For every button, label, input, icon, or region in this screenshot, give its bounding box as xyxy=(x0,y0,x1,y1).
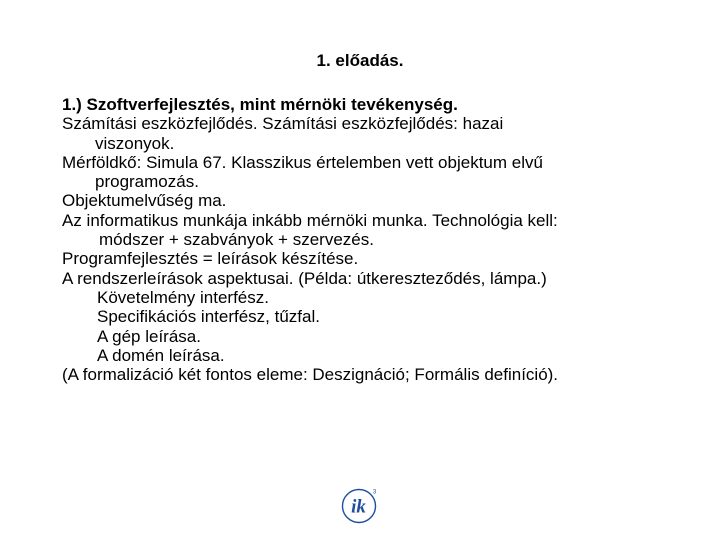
content-line: A rendszerleírások aspektusai. (Példa: útkereszteződés, lámpa.) xyxy=(62,268,547,288)
slide-title: 1. előadás. xyxy=(316,51,404,70)
section-heading: 1.) Szoftverfejlesztés, mint mérnöki tevékenység. xyxy=(62,95,458,114)
logo-superscript: 3 xyxy=(372,489,377,496)
content-line: Mérföldkő: Simula 67. Klasszikus értelemben vett objektum elvű xyxy=(62,152,543,172)
content-line: Követelmény interfész. xyxy=(97,287,269,307)
logo-text: ik xyxy=(351,496,366,518)
content-line: A domén leírása. xyxy=(97,345,225,365)
ik-logo-icon xyxy=(339,484,381,526)
slide-content xyxy=(62,95,672,384)
content-line: viszonyok. xyxy=(95,133,175,153)
content-line: (A formalizáció két fontos eleme: Deszignáció; Formális definíció). xyxy=(62,365,559,385)
content-line: Számítási eszközfejlődés. Számítási eszközfejlődés: hazai xyxy=(62,114,504,134)
content-line: Az informatikus munkája inkább mérnöki munka. Technológia kell: xyxy=(62,210,558,230)
content-line: A gép leírása. xyxy=(97,326,201,346)
content-line: programozás. xyxy=(95,172,199,192)
content-line: módszer + szabványok + szervezés. xyxy=(99,230,374,250)
content-line: Programfejlesztés = leírások készítése. xyxy=(62,249,359,269)
content-line: Objektumelvűség ma. xyxy=(62,191,227,211)
content-line: Specifikációs interfész, tűzfal. xyxy=(97,307,320,327)
